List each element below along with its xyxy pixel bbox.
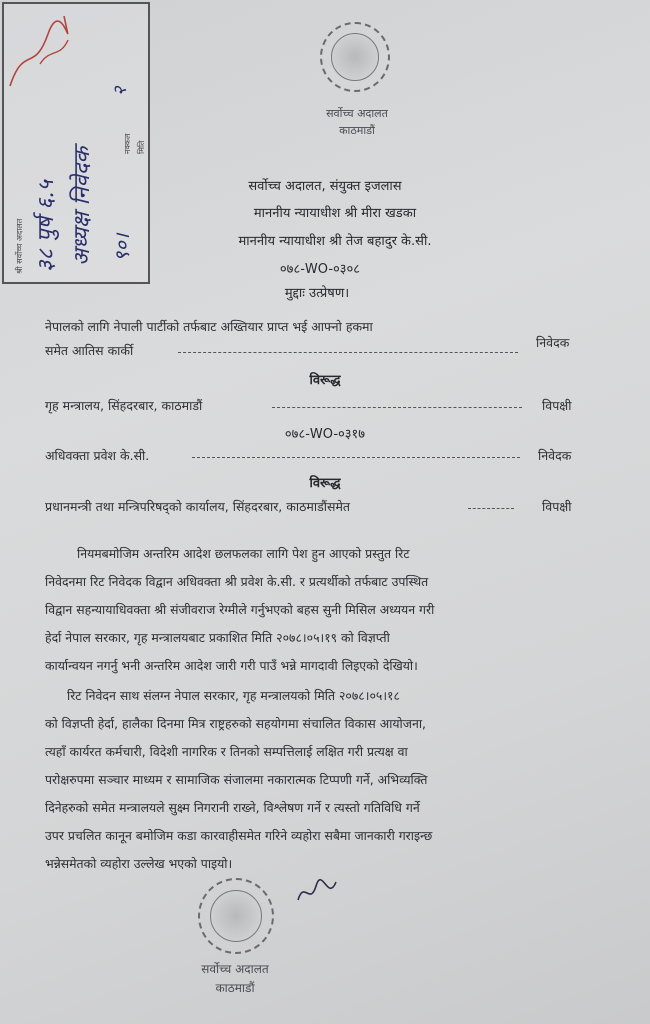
stamp-handwritten-2: अध्यक्ष निवेदक xyxy=(70,146,95,266)
top-court-seal xyxy=(312,22,402,138)
stamp-scribble-icon xyxy=(4,4,148,114)
p2-line: उपर प्रचलित कानून बमोजिम कडा कारवाहीसमेत गरिने व्यहोरा सबैमा जानकारी गराइन्छ xyxy=(45,828,433,843)
stamp-printed-date: मिति xyxy=(137,140,146,154)
p1-line: कार्यान्वयन नगर्नु भनी अन्तरिम आदेश जारी गरी पाउँ भन्ने मागदावी लिइएको देखियो। xyxy=(45,658,418,673)
p2-line: दिनेहरुको समेत मन्त्रालयले सुक्ष्म निगरानी राख्ने, विश्लेषण गर्ने र त्यस्तो गतिविधि गर्ने xyxy=(45,800,420,815)
body-paragraph-2 xyxy=(45,682,605,878)
case1-petitioner-line1: नेपालको लागि नेपाली पार्टीको तर्फबाट अख्तियार प्राप्त भई आफ्नो हकमा xyxy=(45,319,373,334)
stamp-printed-copy: नक्कल xyxy=(123,133,132,154)
p2-line: रिट निवेदन साथ संलग्न नेपाल सरकार, गृह मन्त्रालयको मिति २०७८।०५।१८ xyxy=(67,688,400,703)
p1-line: हेर्दा नेपाल सरकार, गृह मन्त्रालयबाट प्रकाशित मिति २०७८।०५।१९ को विज्ञप्ती xyxy=(45,630,390,645)
p2-line: परोक्षरुपमा सञ्चार माध्यम र सामाजिक संजालमा नकारात्मक टिप्पणी गर्ने, अभिव्यक्ति xyxy=(45,772,428,787)
case2-petitioner: अधिवक्ता प्रवेश के.सी. xyxy=(45,448,150,463)
p2-line: भन्नेसमेतको व्यहोरा उल्लेख भएको पाइयो। xyxy=(45,856,233,871)
bottom-court-seal xyxy=(180,878,290,996)
header-subject: मुद्दाः उत्प्रेषण। xyxy=(284,286,350,301)
p2-line: त्यहाँ कार्यरत कर्मचारी, विदेशी नागरिक र तिनको सम्पत्तिलाई लक्षित गरी प्रत्यक्ष वा xyxy=(45,744,408,759)
p1-line: निवेदनमा रिट निवेदक विद्वान अधिवक्ता श्री प्रवेश के.सी. र प्रत्यर्थीको तर्फबाट उपस्थित xyxy=(45,574,429,589)
case2-versus: विरूद्ध xyxy=(309,476,341,491)
top-seal-line1: सर्वोच्च अदालत xyxy=(326,107,388,120)
p1-line: विद्वान सहन्यायाधिवक्ता श्री संजीवराज रेग्मीले गर्नुभएको बहस सुनी मिसिल अध्ययन गरी xyxy=(45,602,435,617)
header-judge-1: माननीय न्यायाधीश श्री मीरा खडका xyxy=(253,206,417,221)
bottom-seal-line1: सर्वोच्च अदालत xyxy=(201,962,269,976)
case2-case-number: ०७८-WO-०३१७ xyxy=(284,427,366,442)
court-seal-emblem-icon xyxy=(320,22,390,92)
case1-respondent-role: विपक्षी xyxy=(542,398,572,413)
p2-line: को विज्ञप्ती हेर्दा, हालैका दिनमा मित्र राष्ट्रहरुको सहयोगमा संचालित विकास आयोजना, xyxy=(45,716,426,731)
case1-respondent: गृह मन्त्रालय, सिंहदरबार, काठमाडौं xyxy=(45,398,203,413)
body-paragraph-1 xyxy=(45,540,605,680)
header-case-number-1: ०७८-WO-०३०८ xyxy=(279,262,361,277)
case2-respondent: प्रधानमन्त्री तथा मन्त्रिपरिषद्को कार्यालय, सिंहदरबार, काठमाडौंसमेत xyxy=(45,499,351,514)
stamp-handwritten-1: ३८ पुर्ष ६.५ xyxy=(34,180,59,272)
header-court: सर्वोच्च अदालत, संयुक्त इजलास xyxy=(248,179,402,194)
case2-respondent-role: विपक्षी xyxy=(542,499,572,514)
case1-respondent-dash xyxy=(272,407,522,408)
bottom-seal-emblem-icon xyxy=(198,878,274,954)
case1-petitioner-role: निवेदक xyxy=(536,335,570,350)
p1-line: नियमबमोजिम अन्तरिम आदेश छलफलका लागि पेश हुन आएको प्रस्तुत रिट xyxy=(77,546,410,561)
case1-petitioner-line2: समेत आतिस कार्की xyxy=(45,343,134,358)
case2-petitioner-dash xyxy=(192,457,520,458)
stamp-printed-court: श्री सर्वोच्च अदालत xyxy=(15,218,24,274)
bottom-seal-line2: काठमाडौं xyxy=(215,981,255,995)
signature-icon xyxy=(292,872,342,912)
case1-versus: विरूद्ध xyxy=(309,373,341,388)
case2-petitioner-role: निवेदक xyxy=(538,448,572,463)
case1-petitioner-dash xyxy=(178,352,518,353)
top-seal-line2: काठमाडौं xyxy=(339,124,375,137)
stamp-handwritten-3: ९०। xyxy=(110,233,134,262)
case2-respondent-dash xyxy=(468,508,514,509)
header-judge-2: माननीय न्यायाधीश श्री तेज बहादुर के.सी. xyxy=(238,234,432,249)
stamp-handwritten-4: २ xyxy=(110,86,131,96)
